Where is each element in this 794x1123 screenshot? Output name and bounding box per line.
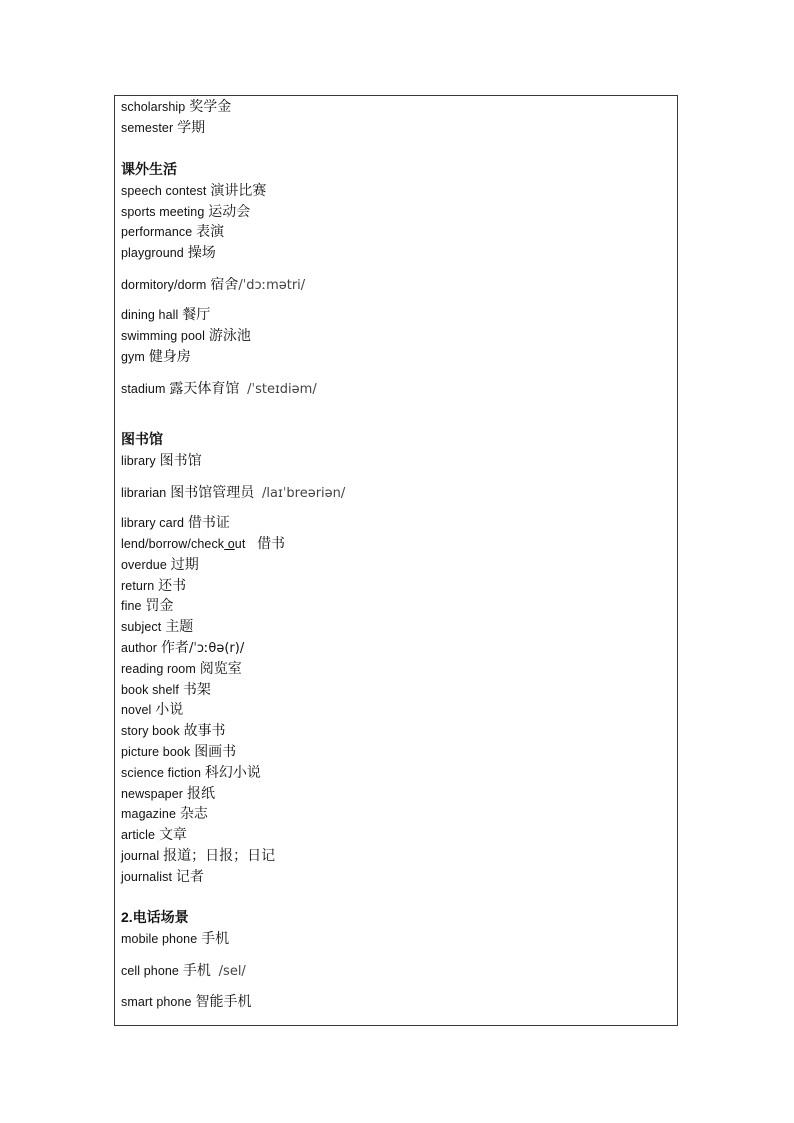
vocab-chinese: 宿舍 (210, 276, 239, 292)
vocab-chinese: 手机 (182, 962, 211, 978)
vocab-chinese: 杂志 (179, 805, 208, 821)
vocab-item-gym (121, 347, 191, 366)
vocab-english: smart phone (121, 995, 192, 1009)
vocab-english: magazine (121, 807, 176, 821)
vocab-item-mobile-phone (121, 929, 229, 948)
vocab-english: reading room (121, 662, 196, 676)
vocab-item-swimming-pool (121, 326, 251, 345)
vocab-item-story-book (121, 721, 226, 740)
vocab-item-article (121, 825, 187, 844)
vocab-english: return (121, 579, 155, 593)
vocab-chinese: 健身房 (148, 348, 191, 364)
vocab-english-underlined: o (224, 537, 235, 551)
vocab-item-fine (121, 596, 173, 615)
vocab-chinese: 文章 (158, 826, 187, 842)
vocab-phonetic: /ˈsteɪdiəm/ (247, 382, 317, 397)
vocab-item-playground (121, 243, 216, 262)
vocab-chinese: 图书馆 (159, 452, 202, 468)
vocab-english: sports meeting (121, 205, 205, 219)
vocab-chinese: 故事书 (183, 722, 226, 738)
section-heading-library: 图书馆 (121, 431, 163, 447)
vocab-english: semester (121, 121, 174, 135)
vocab-item-dining-hall (121, 305, 210, 324)
vocab-item-dormitory (121, 275, 305, 295)
vocab-english: novel (121, 703, 152, 717)
vocab-english: dormitory/dorm (121, 278, 207, 292)
vocab-english: article (121, 828, 156, 842)
vocab-chinese: 演讲比赛 (210, 182, 267, 198)
vocab-english: speech contest (121, 184, 207, 198)
vocab-chinese: 图画书 (194, 743, 237, 759)
vocab-chinese: 游泳池 (208, 327, 251, 343)
vocab-chinese: 书架 (182, 681, 211, 697)
vocab-item-library (121, 451, 202, 470)
vocab-chinese: 运动会 (208, 203, 251, 219)
vocab-english: picture book (121, 745, 191, 759)
vocab-item-return (121, 576, 186, 595)
vocab-english: journalist (121, 870, 173, 884)
vocab-english: book shelf (121, 683, 179, 697)
vocab-chinese: 借书证 (187, 514, 230, 530)
vocab-english: journal (121, 849, 160, 863)
vocab-english: lend/borrow/check (121, 537, 225, 551)
vocab-english: librarian (121, 486, 167, 500)
vocab-chinese: 学期 (177, 119, 206, 135)
vocab-chinese: 科幻小说 (204, 764, 261, 780)
vocab-item-picture-book (121, 742, 236, 761)
vocab-item-semester (121, 118, 205, 137)
vocab-english: science fiction (121, 766, 202, 780)
vocab-english: fine (121, 599, 142, 613)
vocab-chinese: 罚金 (145, 597, 174, 613)
vocab-english: mobile phone (121, 932, 198, 946)
vocab-english: gym (121, 350, 145, 364)
vocab-item-stadium (121, 379, 317, 399)
vocab-english: performance (121, 225, 193, 239)
vocab-phonetic: /laɪˈbreəriən/ (262, 486, 346, 501)
vocab-item-lend-borrow (121, 534, 285, 553)
vocab-item-newspaper (121, 784, 215, 803)
vocab-english: story book (121, 724, 180, 738)
vocab-item-journalist (121, 867, 204, 886)
vocab-chinese: 操场 (187, 244, 216, 260)
vocab-chinese: 借书 (257, 535, 286, 551)
vocab-chinese: 记者 (175, 868, 204, 884)
vocab-item-journal (121, 846, 275, 865)
vocab-chinese: 小说 (155, 701, 184, 717)
vocab-item-librarian (121, 483, 345, 503)
vocab-item-subject (121, 617, 193, 636)
vocab-item-smart-phone (121, 992, 251, 1011)
section-heading-activities: 课外生活 (121, 161, 177, 177)
vocab-english: scholarship (121, 100, 186, 114)
vocab-chinese: 智能手机 (195, 993, 252, 1009)
vocab-chinese: 报道；日报；日记 (163, 847, 276, 863)
vocab-phonetic: /ˈɔːθə(r)/ (188, 641, 245, 656)
vocab-item-author (121, 638, 244, 658)
vocab-english: swimming pool (121, 329, 205, 343)
vocab-chinese: 阅览室 (199, 660, 242, 676)
vocab-english: author (121, 641, 158, 655)
section-heading-phone: 2.电话场景 (121, 909, 189, 925)
vocab-chinese: 还书 (158, 577, 187, 593)
vocab-item-library-card (121, 513, 230, 532)
vocab-chinese: 作者 (160, 639, 189, 655)
vocab-item-speech-contest (121, 181, 266, 200)
vocab-english: ut (234, 537, 246, 551)
vocab-english: playground (121, 246, 184, 260)
vocab-english: stadium (121, 382, 166, 396)
vocab-english: newspaper (121, 787, 184, 801)
vocab-english: library (121, 454, 156, 468)
vocab-chinese: 表演 (196, 223, 225, 239)
vocab-english: overdue (121, 558, 167, 572)
vocab-item-reading-room (121, 659, 242, 678)
vocab-item-book-shelf (121, 680, 211, 699)
vocab-phonetic: /ˈdɔːmətri/ (238, 278, 306, 293)
vocab-item-scholarship (121, 97, 231, 116)
vocab-item-science-fiction (121, 763, 261, 782)
vocab-chinese: 餐厅 (182, 306, 211, 322)
vocab-english: subject (121, 620, 162, 634)
vocab-phonetic: /sel/ (218, 964, 246, 979)
vocab-chinese: 报纸 (186, 785, 215, 801)
vocab-chinese: 手机 (201, 930, 230, 946)
vocab-english: library card (121, 516, 185, 530)
vocab-chinese: 过期 (170, 556, 199, 572)
vocab-chinese: 主题 (165, 618, 194, 634)
vocab-item-overdue (121, 555, 199, 574)
vocab-item-magazine (121, 804, 208, 823)
vocab-item-sports-meeting (121, 202, 250, 221)
vocab-chinese: 露天体育馆 (169, 380, 240, 396)
vocab-english: cell phone (121, 964, 179, 978)
vocab-item-cell-phone (121, 961, 246, 981)
vocab-item-performance (121, 222, 224, 241)
vocab-item-novel (121, 700, 183, 719)
vocab-chinese: 图书馆管理员 (170, 484, 255, 500)
vocab-chinese: 奖学金 (189, 98, 232, 114)
vocab-english: dining hall (121, 308, 179, 322)
